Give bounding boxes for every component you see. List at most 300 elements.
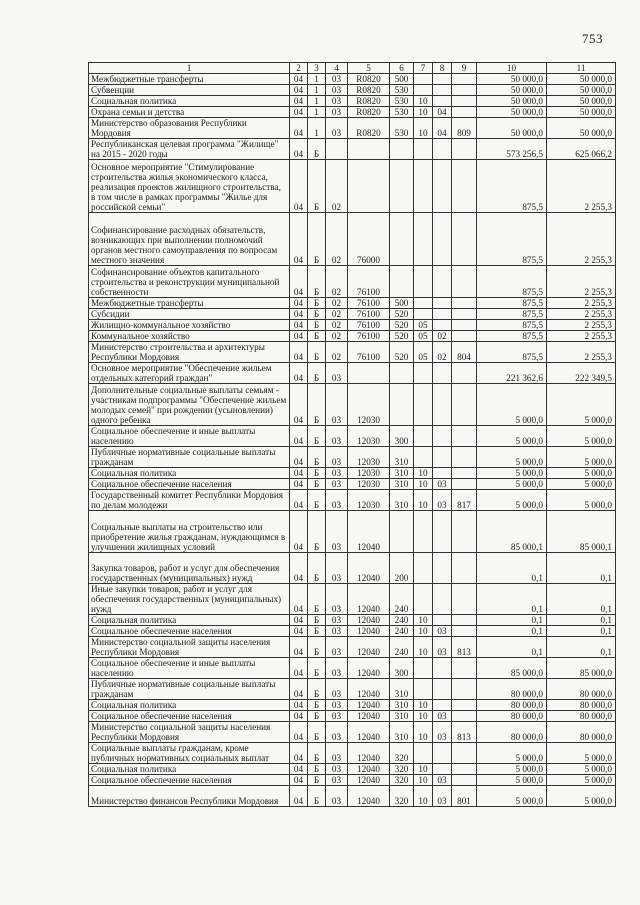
table-cell: 0,1: [477, 626, 547, 637]
row-name-cell: Министерство строительства и архитектуры Республики Мордовия: [89, 342, 290, 363]
table-cell: [390, 363, 414, 384]
table-cell: Б: [308, 626, 326, 637]
table-cell: [433, 96, 452, 107]
table-cell: [433, 266, 452, 298]
table-cell: 04: [290, 626, 308, 637]
table-cell: 875,5: [477, 331, 547, 342]
table-cell: 5 000,0: [477, 786, 547, 807]
table-cell: 76100: [348, 320, 390, 331]
table-cell: 801: [452, 786, 477, 807]
row-name-cell: Субсидии: [89, 309, 290, 320]
table-cell: 04: [290, 615, 308, 626]
table-cell: 0,1: [547, 553, 616, 584]
table-cell: 5 000,0: [547, 468, 616, 479]
table-cell: [433, 298, 452, 309]
table-cell: [452, 775, 477, 786]
table-cell: 5 000,0: [477, 743, 547, 764]
column-header: 4: [326, 63, 348, 74]
table-cell: [433, 139, 452, 160]
table-cell: 04: [290, 320, 308, 331]
table-row: [89, 658, 616, 679]
table-cell: 2 255,3: [547, 160, 616, 213]
table-cell: 05: [414, 342, 433, 363]
table-cell: Б: [308, 426, 326, 447]
table-cell: 03: [326, 363, 348, 384]
table-cell: 1: [308, 96, 326, 107]
table-cell: 04: [433, 118, 452, 139]
table-cell: 0,1: [477, 553, 547, 584]
table-cell: 04: [290, 309, 308, 320]
table-cell: 520: [390, 320, 414, 331]
table-cell: 04: [290, 96, 308, 107]
table-cell: [452, 511, 477, 553]
table-cell: 10: [414, 711, 433, 722]
column-header: 1: [89, 63, 290, 74]
table-cell: 221 362,6: [477, 363, 547, 384]
table-cell: 03: [433, 711, 452, 722]
table-cell: 12030: [348, 468, 390, 479]
table-cell: 200: [390, 553, 414, 584]
table-cell: 530: [390, 118, 414, 139]
row-name-cell: Социальная политика: [89, 96, 290, 107]
table-cell: 809: [452, 118, 477, 139]
table-cell: 02: [326, 298, 348, 309]
table-cell: 10: [414, 118, 433, 139]
table-cell: 5 000,0: [547, 764, 616, 775]
row-name-cell: Публичные нормативные социальные выплаты гражданам: [89, 679, 290, 700]
table-cell: 50 000,0: [477, 96, 547, 107]
table-row: [89, 363, 616, 384]
table-cell: R0820: [348, 96, 390, 107]
table-cell: [452, 743, 477, 764]
table-cell: [433, 447, 452, 468]
table-cell: 813: [452, 637, 477, 658]
row-name-cell: Жилищно-коммунальное хозяйство: [89, 320, 290, 331]
row-name-cell: Социальные выплаты гражданам, кроме публичных нормативных социальных выплат: [89, 743, 290, 764]
table-row: [89, 468, 616, 479]
table-cell: 520: [390, 309, 414, 320]
table-cell: [452, 615, 477, 626]
table-cell: [433, 700, 452, 711]
table-cell: 12030: [348, 490, 390, 511]
row-name-cell: Министерство образования Республики Мордовия: [89, 118, 290, 139]
table-cell: 04: [290, 160, 308, 213]
table-cell: [414, 553, 433, 584]
table-cell: 80 000,0: [477, 711, 547, 722]
table-cell: [452, 160, 477, 213]
table-cell: 76100: [348, 342, 390, 363]
table-cell: 0,1: [477, 615, 547, 626]
table-cell: 76100: [348, 331, 390, 342]
table-cell: 310: [390, 722, 414, 743]
table-row: [89, 331, 616, 342]
table-cell: 03: [326, 479, 348, 490]
table-cell: 80 000,0: [547, 711, 616, 722]
table-cell: 5 000,0: [547, 426, 616, 447]
table-cell: 12040: [348, 679, 390, 700]
table-cell: 02: [433, 342, 452, 363]
row-name-cell: Софинансирование объектов капитального строительства и реконструкции муниципальной собственности: [89, 266, 290, 298]
table-cell: 03: [326, 118, 348, 139]
table-cell: 0,1: [477, 584, 547, 615]
table-cell: Б: [308, 743, 326, 764]
table-cell: 03: [326, 490, 348, 511]
table-cell: Б: [308, 679, 326, 700]
table-cell: [433, 426, 452, 447]
table-cell: [433, 743, 452, 764]
table-cell: 76100: [348, 266, 390, 298]
table-cell: 2 255,3: [547, 320, 616, 331]
table-cell: 804: [452, 342, 477, 363]
table-cell: [390, 160, 414, 213]
table-cell: 10: [414, 764, 433, 775]
table-cell: 12040: [348, 511, 390, 553]
table-cell: 03: [326, 743, 348, 764]
row-name-cell: Межбюджетные трансферты: [89, 298, 290, 309]
table-cell: [452, 74, 477, 85]
table-row: [89, 160, 616, 213]
table-cell: 04: [290, 426, 308, 447]
table-cell: 12030: [348, 447, 390, 468]
table-cell: 80 000,0: [477, 679, 547, 700]
table-cell: 04: [290, 711, 308, 722]
table-cell: 03: [326, 447, 348, 468]
table-cell: 50 000,0: [477, 85, 547, 96]
table-cell: 10: [414, 615, 433, 626]
table-cell: 1: [308, 118, 326, 139]
table-cell: [414, 266, 433, 298]
table-cell: 5 000,0: [477, 479, 547, 490]
page-number: 753: [582, 31, 603, 46]
table-cell: 10: [414, 722, 433, 743]
table-cell: 03: [433, 775, 452, 786]
table-cell: Б: [308, 700, 326, 711]
row-name-cell: Основное мероприятие "Стимулирование строительства жилья экономического класса, реализация проектов жилищного строительства, в том числе в рамках программы "Жилье для российской семьи": [89, 160, 290, 213]
table-cell: 10: [414, 700, 433, 711]
table-cell: R0820: [348, 74, 390, 85]
table-cell: [452, 384, 477, 426]
table-cell: 80 000,0: [547, 722, 616, 743]
table-cell: 04: [290, 490, 308, 511]
table-cell: [414, 384, 433, 426]
table-cell: [452, 96, 477, 107]
table-cell: 310: [390, 711, 414, 722]
table-cell: R0820: [348, 85, 390, 96]
table-row: [89, 490, 616, 511]
table-cell: 04: [290, 658, 308, 679]
table-cell: 10: [414, 626, 433, 637]
table-cell: [433, 363, 452, 384]
table-cell: Б: [308, 786, 326, 807]
table-cell: 5 000,0: [547, 447, 616, 468]
table-cell: 03: [326, 722, 348, 743]
table-cell: 5 000,0: [477, 447, 547, 468]
row-name-cell: Социальное обеспечение населения: [89, 711, 290, 722]
table-cell: 03: [326, 96, 348, 107]
table-cell: 875,5: [477, 309, 547, 320]
table-cell: [414, 679, 433, 700]
table-row: [89, 743, 616, 764]
row-name-cell: Министерство финансов Республики Мордовия: [89, 786, 290, 807]
table-cell: 04: [290, 700, 308, 711]
table-cell: 04: [290, 553, 308, 584]
table-cell: [433, 74, 452, 85]
table-cell: [452, 331, 477, 342]
table-cell: 240: [390, 615, 414, 626]
table-row: [89, 309, 616, 320]
table-cell: 310: [390, 490, 414, 511]
table-cell: 04: [290, 298, 308, 309]
table-cell: [452, 447, 477, 468]
table-cell: [433, 213, 452, 266]
row-name-cell: Коммунальное хозяйство: [89, 331, 290, 342]
table-cell: 02: [326, 309, 348, 320]
table-cell: Б: [308, 615, 326, 626]
table-row: [89, 96, 616, 107]
table-cell: 03: [433, 722, 452, 743]
table-cell: [433, 764, 452, 775]
table-cell: 76100: [348, 309, 390, 320]
table-row: [89, 426, 616, 447]
header-row: [89, 63, 616, 74]
table-cell: 10: [414, 479, 433, 490]
table-cell: 875,5: [477, 213, 547, 266]
table-cell: R0820: [348, 107, 390, 118]
table-cell: 12040: [348, 764, 390, 775]
table-cell: 03: [326, 74, 348, 85]
row-name-cell: Социальная политика: [89, 468, 290, 479]
table-row: [89, 679, 616, 700]
table-row: [89, 384, 616, 426]
table-cell: 03: [326, 700, 348, 711]
table-cell: 04: [290, 266, 308, 298]
table-cell: 12040: [348, 658, 390, 679]
table-cell: [433, 85, 452, 96]
budget-table: [88, 62, 616, 807]
table-cell: 03: [326, 468, 348, 479]
table-cell: 240: [390, 626, 414, 637]
table-cell: [414, 139, 433, 160]
column-header: 7: [414, 63, 433, 74]
table-cell: Б: [308, 320, 326, 331]
table-cell: [452, 679, 477, 700]
column-header: 9: [452, 63, 477, 74]
table-cell: 2 255,3: [547, 298, 616, 309]
table-cell: 03: [326, 679, 348, 700]
table-cell: 240: [390, 584, 414, 615]
table-cell: 310: [390, 447, 414, 468]
table-cell: Б: [308, 342, 326, 363]
table-cell: Б: [308, 490, 326, 511]
table-row: [89, 85, 616, 96]
table-cell: 12040: [348, 711, 390, 722]
table-cell: 04: [290, 775, 308, 786]
table-cell: 1: [308, 107, 326, 118]
table-cell: 12040: [348, 584, 390, 615]
row-name-cell: Министерство социальной защиты населения Республики Мордовия: [89, 637, 290, 658]
table-cell: 222 349,5: [547, 363, 616, 384]
table-cell: 875,5: [477, 320, 547, 331]
table-cell: [452, 626, 477, 637]
table-cell: 76000: [348, 213, 390, 266]
table-row: [89, 107, 616, 118]
table-cell: 04: [290, 468, 308, 479]
table-cell: [433, 658, 452, 679]
table-cell: 50 000,0: [477, 74, 547, 85]
table-cell: 0,1: [477, 637, 547, 658]
table-cell: 04: [290, 85, 308, 96]
table-cell: 310: [390, 679, 414, 700]
table-cell: 2 255,3: [547, 331, 616, 342]
table-cell: 5 000,0: [477, 384, 547, 426]
table-row: [89, 213, 616, 266]
row-name-cell: Дополнительные социальные выплаты семьям - участникам подпрограммы "Обеспечение жильем молодых семей" при рождении (усыновлении) одного ребенка: [89, 384, 290, 426]
row-name-cell: Межбюджетные трансферты: [89, 74, 290, 85]
table-cell: [414, 309, 433, 320]
table-cell: 02: [326, 342, 348, 363]
table-cell: 5 000,0: [547, 775, 616, 786]
table-cell: [452, 85, 477, 96]
table-cell: [414, 743, 433, 764]
table-cell: 03: [326, 637, 348, 658]
table-cell: 5 000,0: [477, 764, 547, 775]
table-cell: 10: [414, 786, 433, 807]
table-cell: 85 000,1: [477, 511, 547, 553]
table-cell: 12040: [348, 637, 390, 658]
table-cell: 04: [290, 679, 308, 700]
table-cell: 300: [390, 658, 414, 679]
table-cell: Б: [308, 711, 326, 722]
table-cell: Б: [308, 658, 326, 679]
table-cell: 02: [326, 160, 348, 213]
table-row: [89, 320, 616, 331]
table-row: [89, 74, 616, 85]
row-name-cell: Охрана семьи и детства: [89, 107, 290, 118]
table-cell: 310: [390, 479, 414, 490]
column-header: 8: [433, 63, 452, 74]
table-cell: 5 000,0: [477, 775, 547, 786]
table-cell: 50 000,0: [547, 107, 616, 118]
table-cell: [390, 139, 414, 160]
table-cell: 12030: [348, 384, 390, 426]
table-cell: 80 000,0: [547, 679, 616, 700]
table-cell: [452, 320, 477, 331]
table-cell: [390, 266, 414, 298]
table-row: [89, 553, 616, 584]
table-cell: 80 000,0: [477, 722, 547, 743]
table-cell: 03: [326, 553, 348, 584]
table-cell: 12040: [348, 553, 390, 584]
table-cell: Б: [308, 160, 326, 213]
table-cell: 04: [290, 637, 308, 658]
table-cell: 12040: [348, 743, 390, 764]
table-cell: Б: [308, 468, 326, 479]
row-name-cell: Социальная политика: [89, 764, 290, 775]
table-cell: Б: [308, 637, 326, 658]
column-header: 11: [547, 63, 616, 74]
table-cell: 0,1: [547, 626, 616, 637]
table-cell: 12040: [348, 775, 390, 786]
table-cell: [433, 553, 452, 584]
table-cell: 310: [390, 468, 414, 479]
table-cell: 500: [390, 298, 414, 309]
table-cell: 50 000,0: [547, 85, 616, 96]
table-cell: 2 255,3: [547, 342, 616, 363]
table-cell: [452, 426, 477, 447]
table-cell: 02: [326, 266, 348, 298]
table-cell: 1: [308, 85, 326, 96]
table-cell: 76100: [348, 298, 390, 309]
table-cell: 0,1: [547, 615, 616, 626]
table-cell: 530: [390, 107, 414, 118]
row-name-cell: Государственный комитет Республики Мордовия по делам молодежи: [89, 490, 290, 511]
table-cell: 04: [290, 447, 308, 468]
table-cell: 5 000,0: [547, 490, 616, 511]
table-cell: 03: [326, 584, 348, 615]
table-cell: [414, 447, 433, 468]
column-header: 6: [390, 63, 414, 74]
table-row: [89, 711, 616, 722]
table-cell: 50 000,0: [547, 96, 616, 107]
table-cell: 04: [290, 786, 308, 807]
table-cell: [390, 511, 414, 553]
table-cell: 12040: [348, 615, 390, 626]
table-cell: 12040: [348, 626, 390, 637]
table-cell: 5 000,0: [477, 426, 547, 447]
table-cell: 240: [390, 637, 414, 658]
table-cell: 320: [390, 743, 414, 764]
row-name-cell: Софинансирование расходных обязательств, возникающих при выполнении полномочий органов местного самоуправления по вопросам местного значения: [89, 213, 290, 266]
table-cell: 04: [290, 743, 308, 764]
table-cell: Б: [308, 266, 326, 298]
row-name-cell: Закупка товаров, работ и услуг для обеспечения государственных (муниципальных) нужд: [89, 553, 290, 584]
table-cell: 04: [290, 479, 308, 490]
table-cell: 04: [290, 722, 308, 743]
table-row: [89, 342, 616, 363]
table-cell: [452, 658, 477, 679]
table-cell: 0,1: [547, 637, 616, 658]
row-name-cell: Социальная политика: [89, 700, 290, 711]
table-cell: 04: [290, 764, 308, 775]
row-name-cell: Социальное обеспечение населения: [89, 775, 290, 786]
table-cell: 875,5: [477, 342, 547, 363]
table-cell: Б: [308, 722, 326, 743]
table-cell: [433, 468, 452, 479]
table-cell: 573 256,5: [477, 139, 547, 160]
table-cell: 03: [326, 626, 348, 637]
table-cell: 04: [290, 331, 308, 342]
table-cell: Б: [308, 213, 326, 266]
table-cell: 5 000,0: [547, 786, 616, 807]
table-cell: 12040: [348, 722, 390, 743]
table-cell: Б: [308, 363, 326, 384]
table-cell: 85 000,1: [547, 511, 616, 553]
table-cell: 0,1: [547, 584, 616, 615]
table-cell: [433, 584, 452, 615]
table-cell: Б: [308, 384, 326, 426]
row-name-cell: Министерство социальной защиты населения Республики Мордовия: [89, 722, 290, 743]
table-cell: 10: [414, 107, 433, 118]
table-cell: Б: [308, 479, 326, 490]
column-header: 5: [348, 63, 390, 74]
table-cell: 625 066,2: [547, 139, 616, 160]
row-name-cell: Социальные выплаты на строительство или приобретение жилья гражданам, нуждающимся в улучшении жилищных условий: [89, 511, 290, 553]
column-header: 3: [308, 63, 326, 74]
table-cell: 875,5: [477, 266, 547, 298]
table-cell: [452, 764, 477, 775]
table-row: [89, 479, 616, 490]
table-cell: 04: [433, 107, 452, 118]
